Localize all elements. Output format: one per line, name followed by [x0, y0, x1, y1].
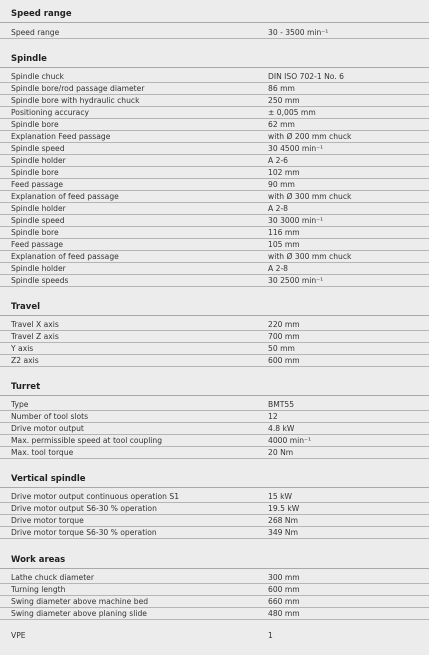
spec-label: Turning length [11, 585, 66, 594]
spec-label: Type [11, 400, 29, 409]
spec-label: Drive motor output [11, 424, 84, 433]
spec-value: BMT55 [268, 400, 295, 409]
section-divider [0, 568, 429, 569]
row-divider [0, 538, 429, 539]
section-divider [0, 395, 429, 396]
spec-label: Spindle bore/rod passage diameter [11, 84, 145, 93]
spec-label: Spindle speed [11, 216, 65, 225]
row-divider [0, 38, 429, 39]
spec-label: Max. permissible speed at tool coupling [11, 436, 163, 445]
spec-value: 19.5 kW [268, 504, 300, 513]
spec-label: Spindle speeds [11, 276, 69, 285]
spec-label: Feed passage [11, 180, 64, 189]
spec-value: 90 mm [268, 180, 295, 189]
spec-label: Spindle bore with hydraulic chuck [11, 96, 140, 105]
spec-value: with Ø 200 mm chuck [268, 132, 352, 141]
spec-value: A 2-6 [268, 156, 289, 165]
spec-value: 700 mm [268, 332, 300, 341]
spec-value: 62 mm [268, 120, 295, 129]
spec-value: 50 mm [268, 344, 295, 353]
section-title: Spindle [11, 54, 47, 64]
spec-value: 268 Nm [268, 516, 298, 525]
spec-value: with Ø 300 mm chuck [268, 252, 352, 261]
spec-label: Spindle holder [11, 204, 66, 213]
spec-label: Swing diameter above machine bed [11, 597, 149, 606]
spec-label: Positioning accuracy [11, 108, 89, 117]
section-title: Travel [11, 302, 41, 312]
spec-label: Spindle chuck [11, 72, 64, 81]
spec-value: 30 3000 min⁻¹ [268, 216, 324, 225]
spec-value: 15 kW [268, 492, 292, 501]
spec-value: 30 4500 min⁻¹ [268, 144, 324, 153]
spec-label: Spindle bore [11, 120, 59, 129]
spec-value: 480 mm [268, 609, 300, 618]
row-divider [0, 458, 429, 459]
spec-value: 660 mm [268, 597, 300, 606]
spec-label: Swing diameter above planing slide [11, 609, 147, 618]
spec-value: 250 mm [268, 96, 300, 105]
spec-label: Drive motor torque [11, 516, 84, 525]
row-divider [0, 619, 429, 620]
section-title: Work areas [11, 555, 66, 565]
spec-value: 349 Nm [268, 528, 298, 537]
spec-label: Spindle holder [11, 156, 66, 165]
spec-label: Number of tool slots [11, 412, 89, 421]
spec-value: with Ø 300 mm chuck [268, 192, 352, 201]
spec-label: Explanation Feed passage [11, 132, 111, 141]
spec-value: 4000 min⁻¹ [268, 436, 312, 445]
section-title: Speed range [11, 9, 72, 19]
spec-value: 300 mm [268, 573, 300, 582]
spec-value: 220 mm [268, 320, 300, 329]
spec-value: 86 mm [268, 84, 295, 93]
spec-value: 105 mm [268, 240, 300, 249]
spec-label: Drive motor output S6-30 % operation [11, 504, 157, 513]
spec-value: 12 [268, 412, 278, 421]
spec-value: 600 mm [268, 356, 300, 365]
spec-label: Explanation of feed passage [11, 252, 119, 261]
section-divider [0, 67, 429, 68]
spec-value: 1 [268, 631, 273, 640]
spec-value: 30 2500 min⁻¹ [268, 276, 324, 285]
spec-label: VPE [11, 631, 26, 640]
spec-row [0, 630, 429, 642]
spec-value: 600 mm [268, 585, 300, 594]
spec-label: Spindle speed [11, 144, 65, 153]
spec-label: Lathe chuck diameter [11, 573, 94, 582]
spec-label: Z2 axis [11, 356, 39, 365]
section-divider [0, 22, 429, 23]
spec-label: Spindle bore [11, 168, 59, 177]
spec-value: 116 mm [268, 228, 300, 237]
spec-label: Y axis [11, 344, 34, 353]
spec-value: 30 - 3500 min⁻¹ [268, 28, 329, 37]
spec-label: Speed range [11, 28, 60, 37]
section-title: Vertical spindle [11, 474, 86, 484]
section-title: Turret [11, 382, 41, 392]
spec-label: Spindle holder [11, 264, 66, 273]
spec-value: DIN ISO 702-1 No. 6 [268, 72, 344, 81]
spec-value: A 2-8 [268, 204, 289, 213]
row-divider [0, 366, 429, 367]
spec-label: Max. tool torque [11, 448, 74, 457]
spec-value: A 2-8 [268, 264, 289, 273]
spec-value: 20 Nm [268, 448, 294, 457]
spec-value: 102 mm [268, 168, 300, 177]
spec-label: Spindle bore [11, 228, 59, 237]
spec-label: Explanation of feed passage [11, 192, 119, 201]
spec-label: Drive motor output continuous operation S1 [11, 492, 180, 501]
section-divider [0, 487, 429, 488]
section-divider [0, 315, 429, 316]
spec-label: Travel X axis [11, 320, 59, 329]
spec-label: Feed passage [11, 240, 64, 249]
spec-value: 4.8 kW [268, 424, 295, 433]
spec-label: Drive motor torque S6-30 % operation [11, 528, 157, 537]
spec-label: Travel Z axis [11, 332, 59, 341]
row-divider [0, 286, 429, 287]
spec-value: ± 0,005 mm [268, 108, 316, 117]
